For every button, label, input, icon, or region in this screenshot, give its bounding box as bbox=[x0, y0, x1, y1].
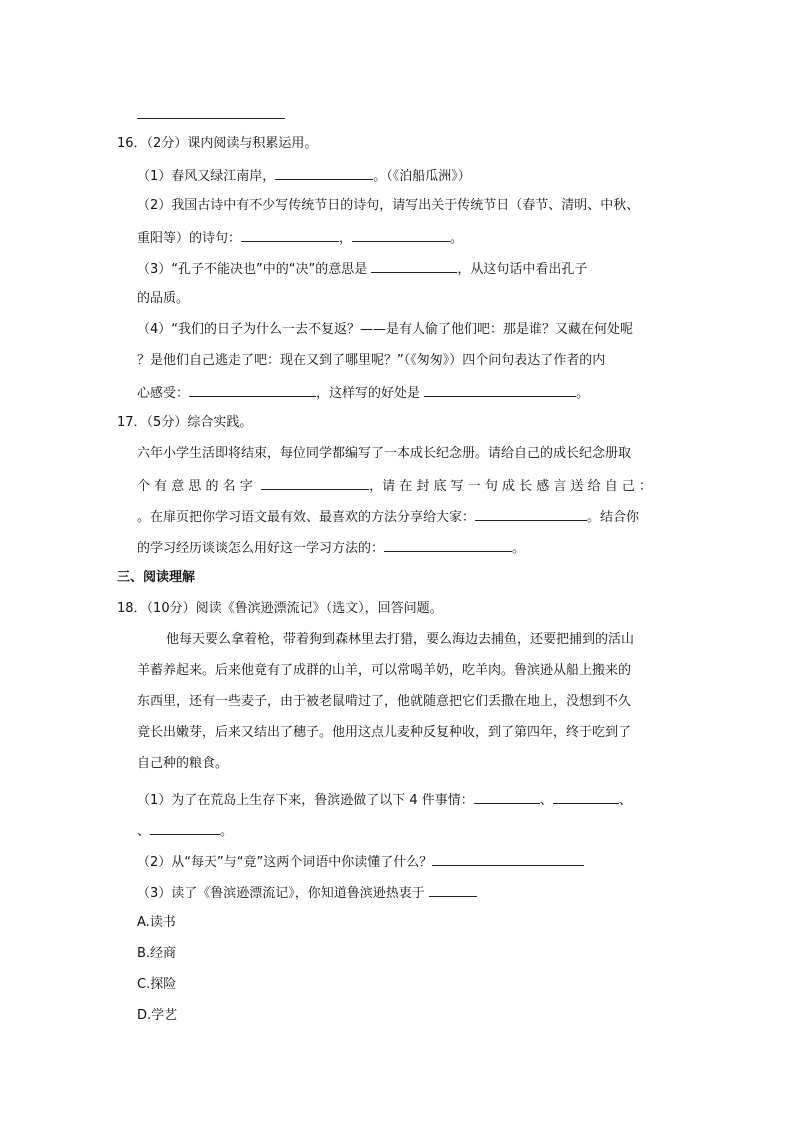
answer-blank[interactable] bbox=[150, 821, 220, 835]
q17-text: 的学习经历谈谈怎么用好这一学习方法的： bbox=[137, 541, 385, 556]
option-b[interactable]: B.经商 bbox=[137, 946, 177, 961]
q18-part1-line2 bbox=[137, 821, 233, 841]
answer-blank[interactable] bbox=[241, 228, 339, 242]
answer-blank[interactable] bbox=[424, 383, 576, 397]
option-c[interactable]: C.探险 bbox=[137, 977, 177, 992]
answer-blank[interactable] bbox=[553, 790, 619, 804]
q16-part3-line1 bbox=[137, 259, 587, 279]
q18-heading: 18．（10分）阅读《鲁滨逊漂流记》（选文），回答问题。 bbox=[117, 601, 443, 616]
q17-line1: 六年小学生活即将结束，每位同学都编写了一本成长纪念册。请给自己的成长纪念册取 bbox=[137, 446, 632, 461]
answer-blank[interactable] bbox=[474, 790, 540, 804]
q16-part2-line2 bbox=[137, 228, 463, 248]
q16-part1-source: 。（《泊船瓜洲》） bbox=[373, 169, 471, 184]
answer-blank-line[interactable] bbox=[137, 118, 285, 119]
punct: 。 bbox=[450, 231, 464, 246]
q17-text: 。结合你 bbox=[587, 510, 640, 525]
q17-heading: 17．（5分）综合实践。 bbox=[117, 415, 253, 430]
option-d[interactable]: D.学艺 bbox=[137, 1008, 178, 1023]
q18-passage-line1: 他每天要么拿着枪，带着狗到森林里去打猎，要么海边去捕鱼，还要把捕到的活山 bbox=[166, 632, 635, 647]
q16-part3-text: （3）“孔子不能决也”中的“决”的意思是 bbox=[137, 262, 368, 277]
section-heading: 三、阅读理解 bbox=[117, 570, 196, 585]
q17-text: ，请 在 封 底 写 一 句 成 长 感 言 送 给 自 己 ： bbox=[369, 479, 653, 494]
q17-line3 bbox=[137, 507, 639, 527]
answer-blank[interactable] bbox=[429, 883, 477, 897]
q16-part2-text: 重阳等）的诗句： bbox=[137, 231, 242, 246]
q18-passage-line3: 东西里，还有一些麦子，由于被老鼠啃过了，他就随意把它们丢撒在地上，没想到不久 bbox=[137, 694, 632, 709]
q18-passage-line4: 竟长出嫩芽，后来又结出了穗子。他用这点儿麦种反复种收，到了第四年，终于吃到了 bbox=[137, 725, 632, 740]
q17-line4 bbox=[137, 538, 525, 558]
answer-blank[interactable] bbox=[261, 476, 369, 490]
punct: 、 bbox=[539, 793, 553, 808]
answer-blank[interactable] bbox=[371, 259, 457, 273]
q18-part1-text: （1）为了在荒岛上生存下来，鲁滨逊做了以下 4 件事情： bbox=[137, 793, 474, 808]
q16-heading: 16．（2分）课内阅读与积累运用。 bbox=[117, 136, 318, 151]
q16-part4-mid: ，这样写的好处是 bbox=[316, 386, 421, 401]
option-a[interactable]: A.读书 bbox=[137, 915, 176, 930]
answer-blank[interactable] bbox=[275, 166, 373, 180]
q16-part4-line3 bbox=[137, 383, 589, 403]
q16-part4-line1: （4）“我们的日子为什么一去不复返？——是有人偷了他们吧：那是谁？又藏在何处呢 bbox=[137, 322, 634, 337]
punct: 。 bbox=[576, 386, 590, 401]
q17-text: 个 有 意 思 的 名 字 bbox=[137, 479, 253, 494]
q18-part3-text: （3）读了《鲁滨逊漂流记》，你知道鲁滨逊热衷于 bbox=[137, 886, 425, 901]
punct: ， bbox=[339, 231, 353, 246]
answer-blank[interactable] bbox=[352, 228, 450, 242]
q16-part4-line2: ？是他们自己逃走了吧：现在又到了哪里呢？”（《匆匆》）四个问句表达了作者的内 bbox=[137, 353, 606, 368]
q18-passage-line2: 羊蓄养起来。后来他竟有了成群的山羊，可以常喝羊奶，吃羊肉。鲁滨逊从船上搬来的 bbox=[137, 663, 632, 678]
answer-blank[interactable] bbox=[432, 852, 584, 866]
answer-blank[interactable] bbox=[384, 538, 512, 552]
q17-text: 。在扉页把你学习语文最有效、最喜欢的方法分享给大家： bbox=[137, 510, 476, 525]
q18-part2-text: （2）从“每天”与“竟”这两个词语中你读懂了什么？ bbox=[137, 855, 433, 870]
punct: 、 bbox=[137, 824, 151, 839]
q16-part1 bbox=[137, 166, 471, 186]
q16-part3-line2: 的品质。 bbox=[137, 291, 190, 306]
q18-part1-line1 bbox=[137, 790, 632, 810]
punct: 。 bbox=[512, 541, 526, 556]
q16-part2-line1: （2）我国古诗中有不少写传统节日的诗句，请写出关于传统节日（春节、清明、中秋、 bbox=[137, 198, 640, 213]
q17-line2 bbox=[137, 476, 652, 496]
answer-blank[interactable] bbox=[475, 507, 587, 521]
q18-part3 bbox=[137, 883, 477, 903]
q18-passage-line5: 自己种的粮食。 bbox=[137, 756, 229, 771]
answer-blank[interactable] bbox=[189, 383, 316, 397]
q18-part2 bbox=[137, 852, 584, 872]
q16-part1-text: （1）春风又绿江南岸， bbox=[137, 169, 276, 184]
punct: 。 bbox=[220, 824, 234, 839]
q16-part4-text: 心感受： bbox=[137, 386, 190, 401]
punct: 、 bbox=[618, 793, 632, 808]
q16-part3-tail: ，从这句话中看出孔子 bbox=[457, 262, 588, 277]
